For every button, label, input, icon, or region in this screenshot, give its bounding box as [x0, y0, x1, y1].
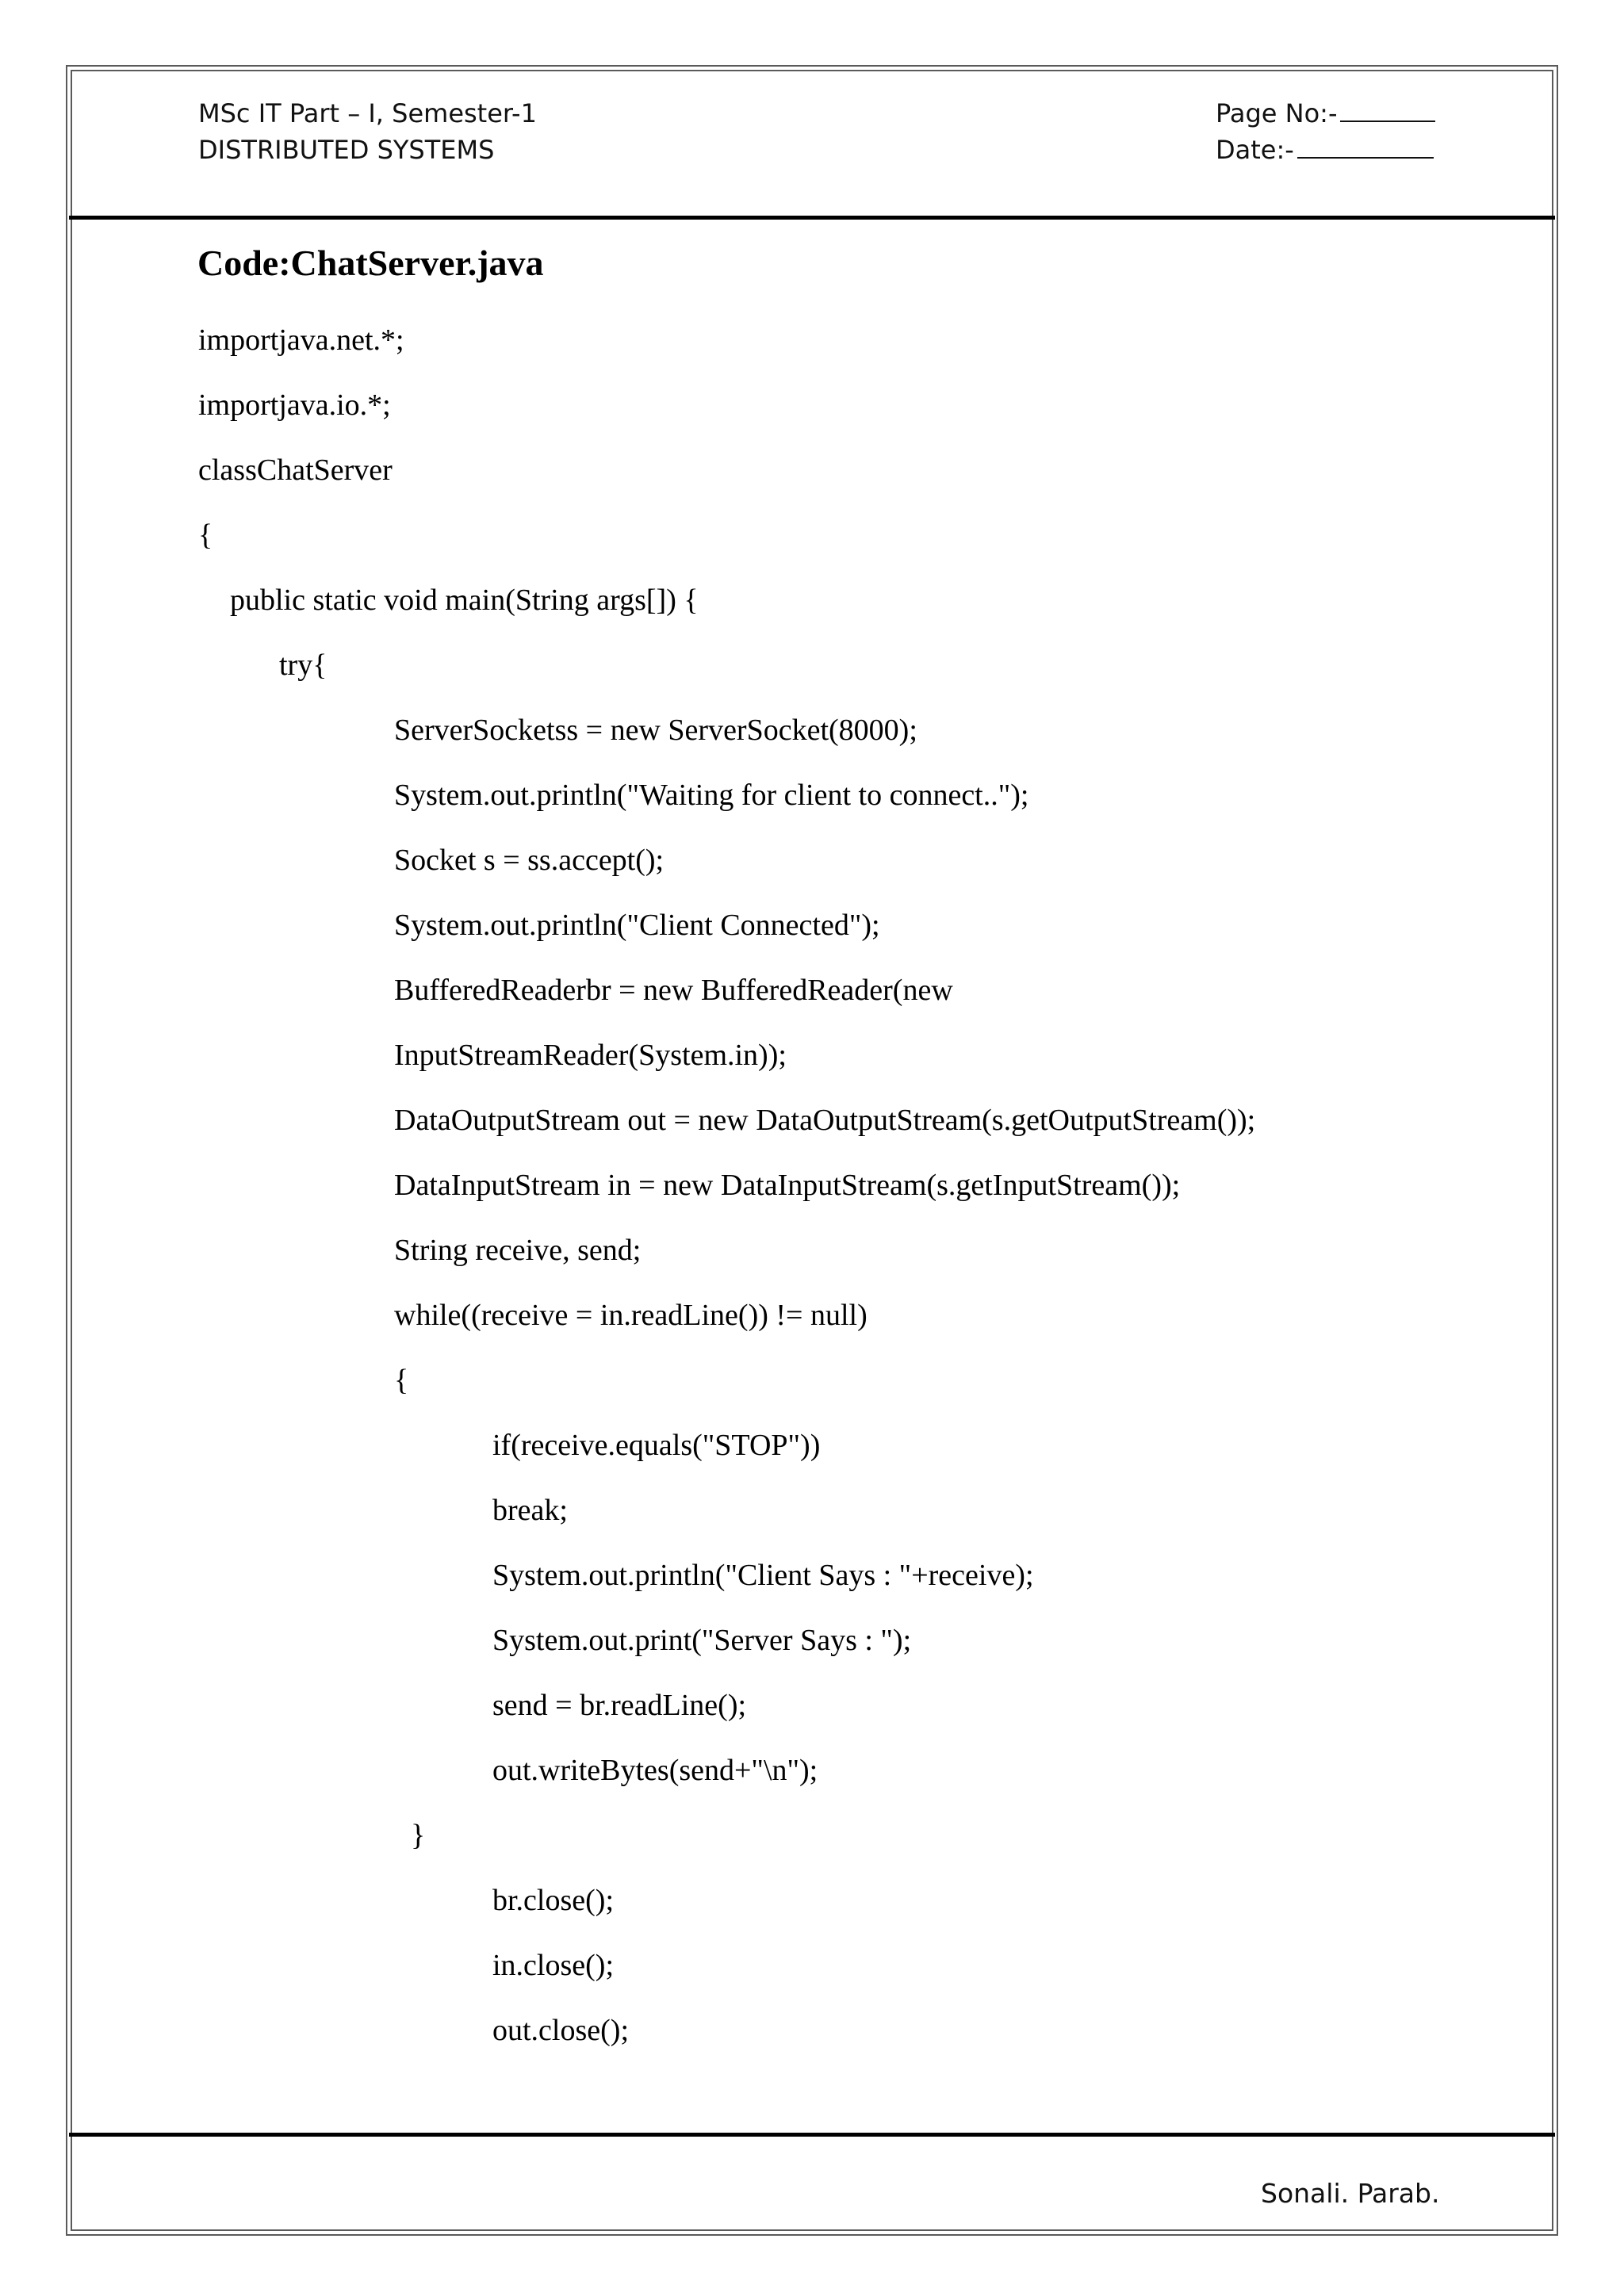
subject-label: DISTRIBUTED SYSTEMS: [198, 135, 495, 165]
code-line: out.close();: [492, 2014, 630, 2047]
page-no-label: Page No:-: [1216, 98, 1338, 128]
code-line: System.out.print("Server Says : ");: [492, 1624, 912, 1657]
date-label: Date:-: [1216, 135, 1294, 165]
course-label: MSc IT Part – I, Semester-1: [198, 98, 537, 128]
page-no-field: [1216, 95, 1435, 132]
code-line: String receive, send;: [394, 1234, 642, 1267]
code-line: send = br.readLine();: [492, 1689, 747, 1722]
code-line: System.out.println("Client Says : "+receive);: [492, 1559, 1034, 1592]
code-line: ServerSocketss = new ServerSocket(8000);: [394, 714, 917, 747]
header-left: [198, 95, 537, 168]
code-line: while((receive = in.readLine()) != null): [394, 1299, 868, 1332]
code-line: in.close();: [492, 1949, 615, 1982]
code-line: public static void main(String args[]) {: [230, 584, 699, 617]
code-line: InputStreamReader(System.in));: [394, 1039, 787, 1072]
code-line: {: [198, 519, 213, 552]
code-title: Code:ChatServer.java: [197, 243, 544, 283]
code-line: try{: [279, 649, 327, 682]
code-line: out.writeBytes(send+"\n");: [492, 1754, 818, 1787]
date-field: [1216, 132, 1435, 168]
code-line: break;: [492, 1494, 568, 1527]
code-line: classChatServer: [198, 453, 393, 487]
code-line: if(receive.equals("STOP")): [492, 1429, 821, 1462]
code-line: {: [394, 1364, 409, 1397]
code-line: importjava.io.*;: [198, 388, 391, 422]
code-line: System.out.println("Waiting for client to connect..");: [394, 779, 1029, 812]
code-line: System.out.println("Client Connected");: [394, 909, 880, 942]
header-right: [1216, 95, 1435, 168]
code-line: importjava.net.*;: [198, 323, 404, 357]
code-line: br.close();: [492, 1884, 615, 1917]
code-line: }: [411, 1819, 426, 1852]
page-no-blank: [1340, 97, 1435, 122]
footer-divider: [69, 2133, 1555, 2137]
author-signature: Sonali. Parab.: [1261, 2178, 1440, 2209]
code-line: DataInputStream in = new DataInputStream(s.getInputStream());: [394, 1169, 1181, 1202]
code-line: BufferedReaderbr = new BufferedReader(new: [394, 974, 953, 1007]
code-line: Socket s = ss.accept();: [394, 844, 665, 877]
header-divider: [69, 216, 1555, 220]
code-line: DataOutputStream out = new DataOutputStream(s.getOutputStream());: [394, 1104, 1256, 1137]
date-blank: [1297, 133, 1434, 159]
